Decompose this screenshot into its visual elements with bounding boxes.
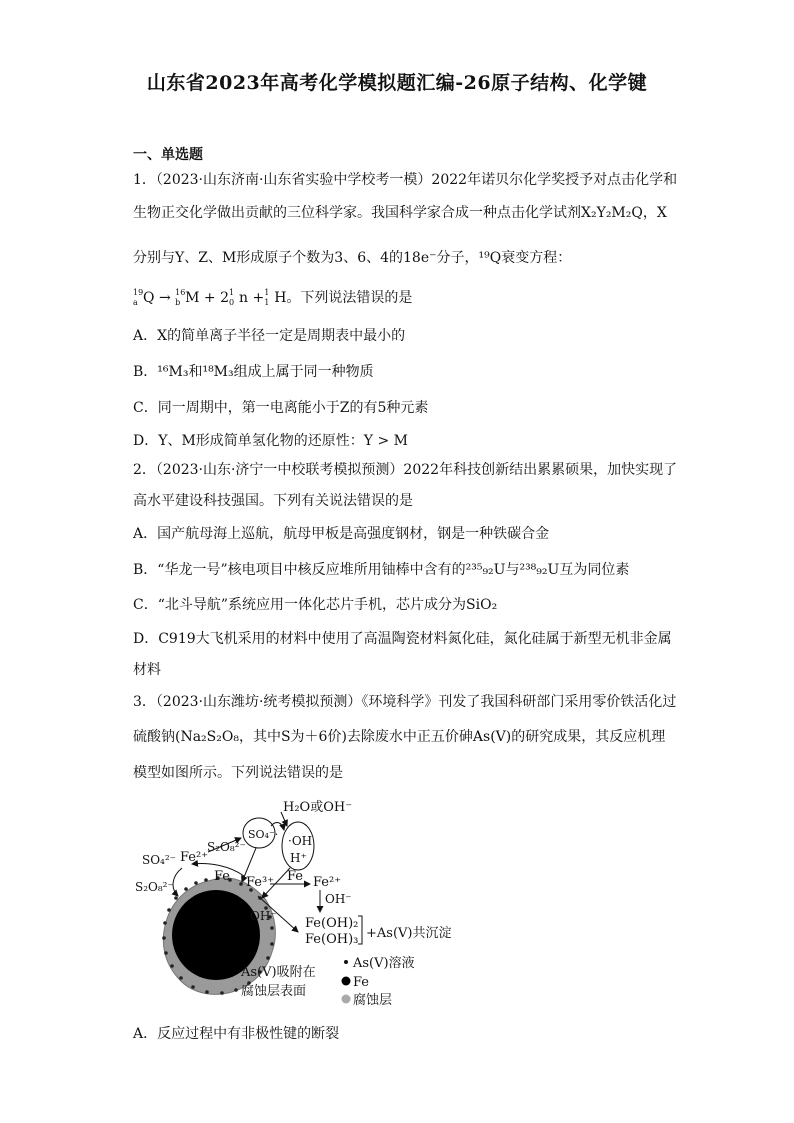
q2-option-d: D．C919大飞机采用的材料中使用了高温陶瓷材料氮化硅，氮化硅属于新型无机非金属 bbox=[133, 631, 672, 647]
q1-option-a: A．X的简单离子半径一定是周期表中最小的 bbox=[133, 328, 406, 344]
q1-eq-suffix: 。下列说法错误的是 bbox=[286, 290, 413, 306]
q1-q-symbol: Q bbox=[143, 290, 155, 306]
q1-arrow: → bbox=[158, 290, 171, 306]
arrow-so4-left bbox=[173, 868, 182, 896]
q1-option-d: D．Y、M形成简单氢化物的还原性：Y > M bbox=[133, 433, 409, 449]
label-adsorb-line2: 腐蚀层表面 bbox=[241, 984, 307, 999]
label-so4-left: SO₄²⁻ bbox=[142, 853, 177, 867]
q2-option-c: C．“北斗导航”系统应用一体化芯片手机，芯片成分为SiO₂ bbox=[133, 597, 498, 613]
label-adsorb-line1: As(V)吸附在 bbox=[241, 965, 316, 980]
q2-option-d-cont: 材料 bbox=[133, 662, 161, 678]
legend-as-marker bbox=[344, 960, 348, 964]
label-h2o-oh: H₂O或OH⁻ bbox=[283, 800, 353, 815]
q3-line3: 模型如图所示。下列说法错误的是 bbox=[133, 765, 343, 781]
q1-option-c: C．同一周期中，第一电离能小于Z的有5种元素 bbox=[133, 400, 429, 416]
q1-option-b: B．¹⁶M₃和¹⁸M₃组成上属于同一种物质 bbox=[133, 364, 374, 380]
label-feoh2: Fe(OH)₂ bbox=[305, 916, 359, 931]
q1-formula: X₂Y₂M₂Q bbox=[581, 205, 643, 221]
label-s2o8-left: S₂O₈²⁻ bbox=[135, 880, 174, 894]
legend-corrosion-label: 腐蚀层 bbox=[353, 993, 393, 1008]
label-s2o8-top: S₂O₈²⁻ bbox=[207, 840, 246, 854]
label-oh-radical: ·OH bbox=[288, 834, 313, 848]
q1-line1: 1．（2023·山东济南·山东省实验中学校考一模）2022年诺贝尔化学奖授予对点击化学和 bbox=[133, 172, 678, 188]
legend-fe-label: Fe bbox=[353, 975, 370, 990]
label-fe3: Fe³⁺ bbox=[246, 875, 275, 890]
q3-line1: 3．（2023·山东潍坊·统考模拟预测）《环境科学》刊发了我国科研部门采用零价铁活化过 bbox=[133, 694, 677, 710]
q2-line2: 高水平建设科技强国。下列有关说法错误的是 bbox=[133, 493, 413, 509]
legend-fe-marker bbox=[342, 977, 351, 986]
q3-line2: 硫酸钠(Na₂S₂O₈，其中S为＋6价)去除废水中正五价砷As(V)的研究成果，其反应机理 bbox=[133, 729, 666, 745]
label-oh-left: OH⁻ bbox=[250, 909, 277, 923]
q1-n-term: n + bbox=[239, 290, 265, 306]
label-fe2-right: Fe²⁺ bbox=[313, 875, 342, 890]
label-fe: Fe bbox=[214, 869, 231, 884]
label-so4-radical: SO₄⁻· bbox=[248, 828, 279, 841]
q1-m-nuclide-scripts: 16 b bbox=[175, 288, 186, 307]
q1-line2-text: 生物正交化学做出贡献的三位科学家。我国科学家合成一种点击化学试剂 bbox=[133, 205, 581, 221]
q1-n-nuclide-scripts: 1 0 bbox=[229, 288, 235, 307]
label-fe2-left: Fe²⁺ bbox=[180, 850, 209, 865]
label-fe-arrow: Fe bbox=[287, 869, 304, 884]
page-title: 山东省2023年高考化学模拟题汇编-26原子结构、化学键 bbox=[146, 72, 648, 94]
label-feoh3: Fe(OH)₃ bbox=[305, 932, 359, 947]
q2-option-a: A．国产航母海上巡航，航母甲板是高强度钢材，钢是一种铁碳合金 bbox=[133, 526, 550, 542]
section-heading: 一、单选题 bbox=[133, 147, 203, 163]
legend-as-label: As(V)溶液 bbox=[353, 956, 415, 971]
legend bbox=[342, 955, 415, 1008]
q1-line3: 分别与Y、Z、M形成原子个数为3、6、4的18e⁻分子，¹⁹Q衰变方程： bbox=[133, 250, 572, 266]
q1-m-term: M + 2 bbox=[185, 290, 229, 306]
label-oh-right: OH⁻ bbox=[325, 892, 352, 906]
bracket bbox=[358, 916, 362, 944]
q2-line1: 2．（2023·山东·济宁一中校联考模拟预测）2022年科技创新结出累累硕果，加快实现了 bbox=[133, 462, 678, 478]
q1-line2-end: ，X bbox=[642, 205, 667, 221]
q1-h-term: H bbox=[274, 290, 287, 306]
legend-corrosion-marker bbox=[342, 995, 351, 1004]
label-coprecipitation: +As(V)共沉淀 bbox=[366, 926, 452, 941]
label-h-plus: H⁺ bbox=[290, 851, 307, 865]
q3-option-a: A．反应过程中有非极性键的断裂 bbox=[133, 1026, 340, 1042]
q1-h-nuclide-scripts: 1 1 bbox=[264, 288, 270, 307]
q2-option-b: B．“华龙一号”核电项目中核反应堆所用铀棒中含有的²³⁵₉₂U与²³⁸₉₂U互为同位素 bbox=[133, 562, 630, 578]
q1-q-nuclide-scripts: 19 a bbox=[133, 288, 144, 307]
